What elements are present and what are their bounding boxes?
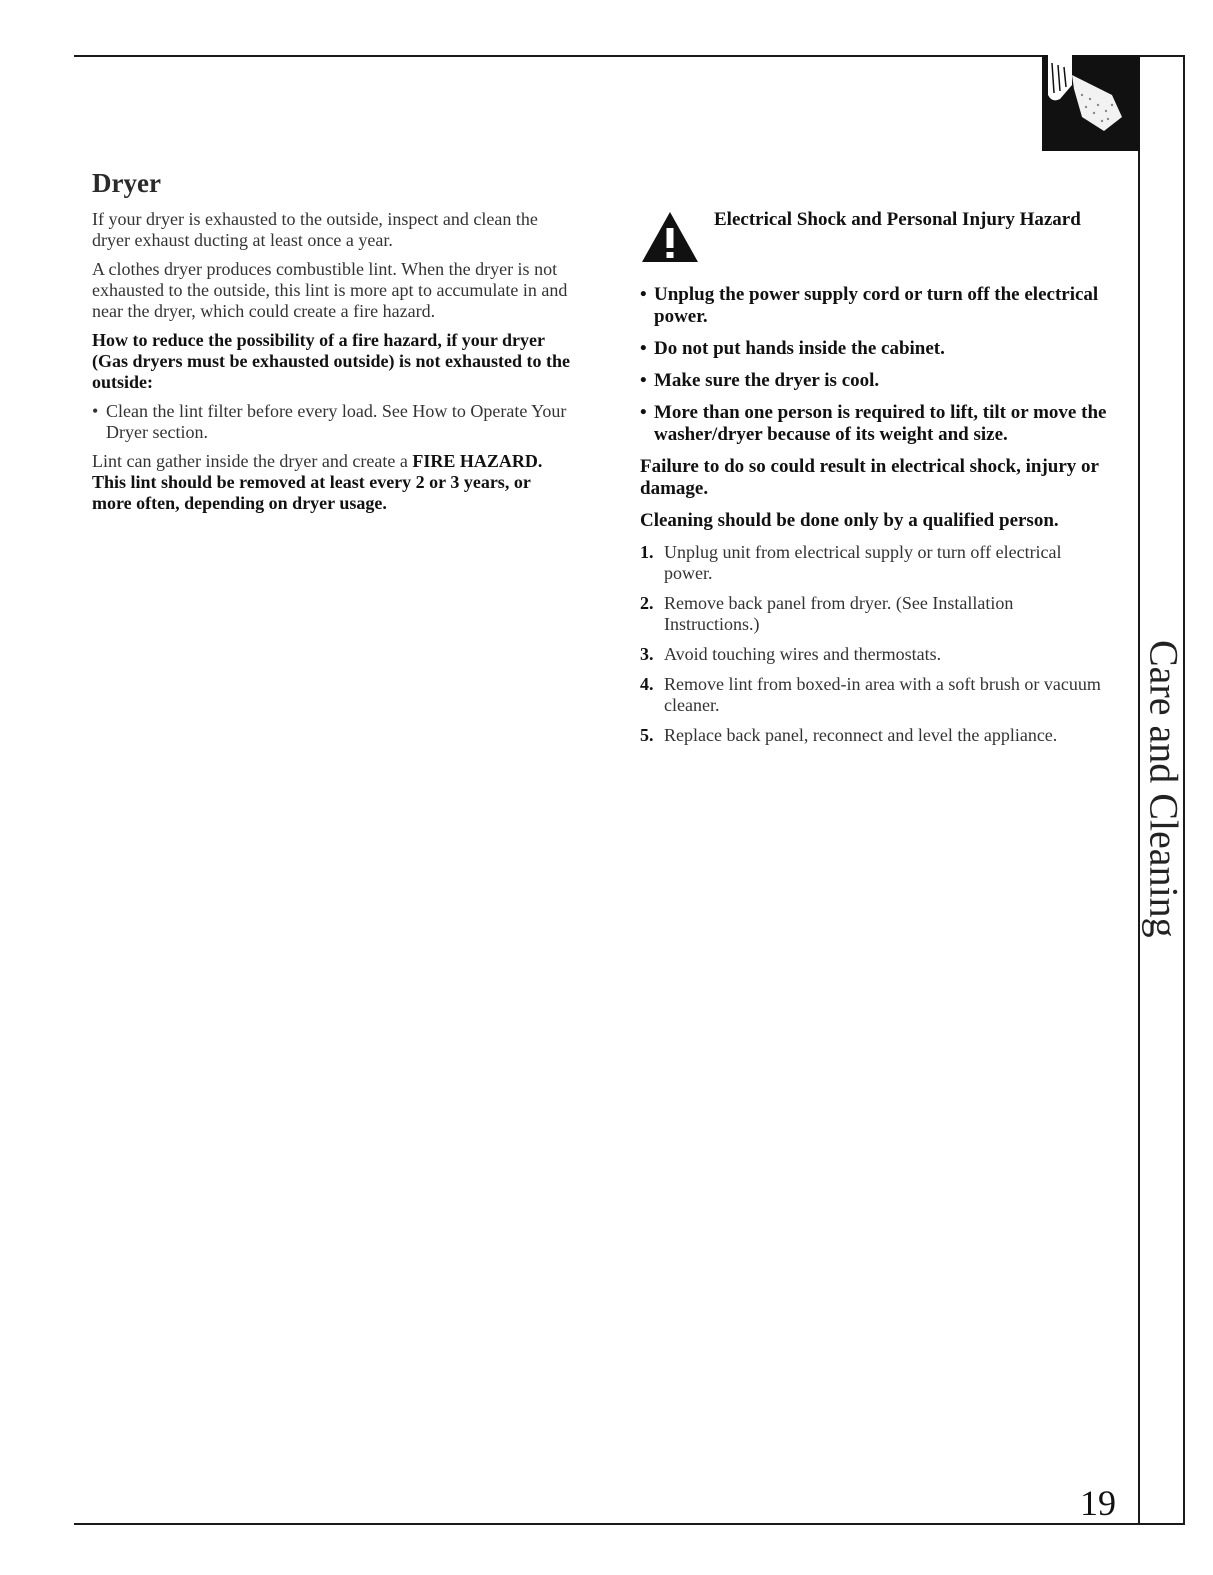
top-rule <box>74 55 1185 57</box>
step-text: Remove back panel from dryer. (See Installation Instructions.) <box>664 593 1014 634</box>
list-item <box>640 338 1110 360</box>
bullet-dot: • <box>640 338 647 359</box>
step-text: Replace back panel, reconnect and level the appliance. <box>664 725 1058 745</box>
bullet-text: Make sure the dryer is cool. <box>654 370 880 391</box>
step-item <box>640 674 1110 716</box>
bullet-text: Do not put hands inside the cabinet. <box>654 338 945 359</box>
step-item <box>640 542 1110 584</box>
chapter-side-tab <box>1141 640 1187 940</box>
bullet-text: More than one person is required to lift, tilt or move the washer/dryer because of its weight and size. <box>654 402 1107 445</box>
step-text: Remove lint from boxed-in area with a soft brush or vacuum cleaner. <box>664 674 1101 715</box>
paragraph-inspect: If your dryer is exhausted to the outside, inspect and clean the dryer exhaust ducting at least once a year. <box>92 209 538 250</box>
bullet-dot: • <box>640 370 647 391</box>
step-text: Avoid touching wires and thermostats. <box>664 644 942 664</box>
warning-title: Electrical Shock and Personal Injury Hazard <box>714 209 1081 230</box>
dryer-section <box>92 168 572 522</box>
step-item <box>640 593 1110 635</box>
step-number: 4. <box>640 674 654 694</box>
paragraph-reduce-hazard: How to reduce the possibility of a fire hazard, if your dryer (Gas dryers must be exhausted outside) is not exhausted to the outside: <box>92 330 571 392</box>
step-item <box>640 644 1110 665</box>
bottom-rule <box>74 1523 1185 1525</box>
bullet-dot: • <box>640 402 647 423</box>
list-item <box>640 402 1110 446</box>
list-item <box>640 284 1110 328</box>
hand-sponge-icon <box>1042 55 1140 151</box>
list-item <box>92 401 572 443</box>
paragraph-fire-hazard <box>92 451 572 514</box>
warning-header <box>640 200 1110 264</box>
bullet-dot: • <box>92 401 99 421</box>
bullet-text: Clean the lint filter before every load. See How to Operate Your Dryer section. <box>106 401 567 442</box>
step-number: 5. <box>640 725 654 745</box>
paragraph-lint: A clothes dryer produces combustible lint. When the dryer is not exhausted to the outside, this lint is more apt to accumulate in and near the dryer, which could create a fire hazard. <box>92 259 568 321</box>
step-number: 2. <box>640 593 654 613</box>
fire-hazard-emphasis: FIRE HAZARD. This lint should be removed at least every 2 or 3 years, or more often, depending on dryer usage. <box>92 451 543 513</box>
warning-section <box>640 200 1110 755</box>
section-title: Dryer <box>92 168 161 198</box>
chapter-tab-label: Care and Cleaning <box>1141 640 1187 938</box>
fire-hazard-lead: Lint can gather inside the dryer and create a <box>92 451 413 471</box>
step-text: Unplug unit from electrical supply or turn off electrical power. <box>664 542 1062 583</box>
qualified-person-note: Cleaning should be done only by a qualified person. <box>640 510 1059 531</box>
warning-triangle-icon <box>640 210 700 264</box>
step-item <box>640 725 1110 746</box>
step-number: 3. <box>640 644 654 664</box>
step-number: 1. <box>640 542 654 562</box>
bullet-text: Unplug the power supply cord or turn off the electrical power. <box>654 284 1099 327</box>
bullet-dot: • <box>640 284 647 305</box>
failure-warning: Failure to do so could result in electrical shock, injury or damage. <box>640 456 1099 499</box>
list-item <box>640 370 1110 392</box>
page-number: 19 <box>1080 1483 1116 1523</box>
